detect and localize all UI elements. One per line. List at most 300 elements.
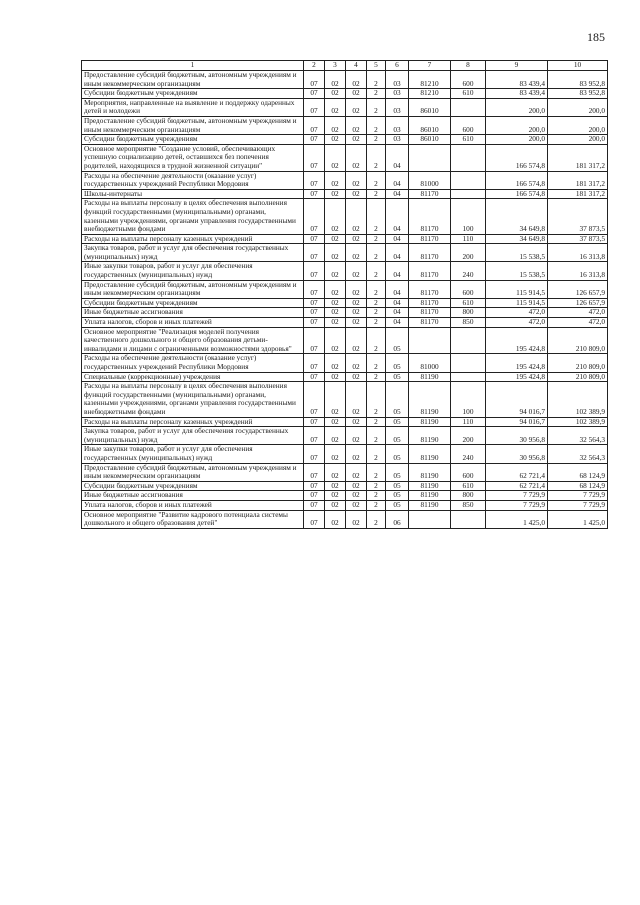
amount-year1-cell: 30 956,8 [486,427,548,445]
section-code-cell: 07 [304,199,325,234]
section-code-cell: 07 [304,417,325,427]
row-name-cell: Уплата налогов, сборов и иных платежей [82,318,304,328]
row-name-cell: Расходы на обеспечение деятельности (оказание услуг) государственных учреждений Республики Мордовия [82,354,304,372]
amount-year1-cell: 34 649,8 [486,199,548,234]
event-code-cell: 06 [386,510,409,528]
event-code-cell: 03 [386,98,409,116]
target-article-cell: 81170 [409,280,451,298]
program-code-cell: 02 [346,89,367,99]
table-row [82,89,608,99]
program-code-cell: 02 [346,510,367,528]
event-code-cell: 04 [386,144,409,171]
expense-type-cell: 800 [451,308,486,318]
amount-year2-cell: 126 657,9 [548,280,608,298]
row-name-cell: Предоставление субсидий бюджетным, автономным учреждениям и иным некоммерческим организациям [82,463,304,481]
row-name-cell: Предоставление субсидий бюджетным, автономным учреждениям и иным некоммерческим организациям [82,280,304,298]
row-name-cell: Основное мероприятие "Развитие кадрового потенциала системы дошкольного и общего образования детей" [82,510,304,528]
row-name-cell: Предоставление субсидий бюджетным, автономным учреждениям и иным некоммерческим организациям [82,116,304,134]
target-article-cell: 81210 [409,89,451,99]
target-article-cell: 81190 [409,463,451,481]
amount-year2-cell: 181 317,2 [548,144,608,171]
subprogram-code-cell: 2 [367,417,386,427]
subsection-code-cell: 02 [325,71,346,89]
event-code-cell: 05 [386,327,409,354]
subprogram-code-cell: 2 [367,372,386,382]
program-code-cell: 02 [346,463,367,481]
expense-type-cell: 800 [451,491,486,501]
header-cell: 10 [548,61,608,71]
section-code-cell: 07 [304,318,325,328]
amount-year2-cell: 83 952,8 [548,71,608,89]
event-code-cell: 04 [386,244,409,262]
event-code-cell: 04 [386,199,409,234]
row-name-cell: Иные бюджетные ассигнования [82,491,304,501]
header-cell: 2 [304,61,325,71]
subsection-code-cell: 02 [325,199,346,234]
section-code-cell: 07 [304,491,325,501]
section-code-cell: 07 [304,327,325,354]
amount-year1-cell: 200,0 [486,116,548,134]
section-code-cell: 07 [304,171,325,189]
header-cell: 8 [451,61,486,71]
table-row [82,491,608,501]
table-row [82,327,608,354]
event-code-cell: 04 [386,318,409,328]
table-row [82,244,608,262]
section-code-cell: 07 [304,116,325,134]
page-number: 185 [587,30,605,44]
amount-year2-cell: 68 124,9 [548,463,608,481]
amount-year1-cell: 166 574,8 [486,144,548,171]
event-code-cell: 05 [386,417,409,427]
program-code-cell: 02 [346,372,367,382]
section-code-cell: 07 [304,298,325,308]
subsection-code-cell: 02 [325,510,346,528]
amount-year1-cell: 94 016,7 [486,382,548,417]
event-code-cell: 05 [386,382,409,417]
amount-year2-cell: 126 657,9 [548,298,608,308]
event-code-cell: 05 [386,445,409,463]
subsection-code-cell: 02 [325,135,346,145]
row-name-cell: Субсидии бюджетным учреждениям [82,298,304,308]
amount-year1-cell: 7 729,9 [486,491,548,501]
event-code-cell: 04 [386,171,409,189]
event-code-cell: 05 [386,372,409,382]
row-name-cell: Субсидии бюджетным учреждениям [82,135,304,145]
event-code-cell: 04 [386,262,409,280]
target-article-cell: 81170 [409,298,451,308]
subsection-code-cell: 02 [325,244,346,262]
section-code-cell: 07 [304,463,325,481]
header-cell: 6 [386,61,409,71]
expense-type-cell: 200 [451,244,486,262]
row-name-cell: Основное мероприятие "Создание условий, обеспечивающих успешную социализацию детей, оставшихся без попечения родителей, находящихся в трудной жизненной ситуации" [82,144,304,171]
row-name-cell: Закупка товаров, работ и услуг для обеспечения государственных (муниципальных) нужд [82,427,304,445]
event-code-cell: 04 [386,308,409,318]
amount-year1-cell: 62 721,4 [486,481,548,491]
subsection-code-cell: 02 [325,262,346,280]
subprogram-code-cell: 2 [367,189,386,199]
expense-type-cell [451,189,486,199]
subprogram-code-cell: 2 [367,171,386,189]
expense-type-cell [451,510,486,528]
row-name-cell: Расходы на выплаты персоналу казенных учреждений [82,417,304,427]
table-row [82,354,608,372]
subprogram-code-cell: 2 [367,234,386,244]
program-code-cell: 02 [346,144,367,171]
row-name-cell: Расходы на выплаты персоналу в целях обеспечения выполнения функций государственными (муниципальными) органами, казенными учреждениями, органами управления государственными внебюджетными фондами [82,382,304,417]
subprogram-code-cell: 2 [367,308,386,318]
amount-year2-cell: 1 425,0 [548,510,608,528]
row-name-cell: Основное мероприятие "Реализация моделей получения качественного дошкольного и общего образования детьми-инвалидами и лицами с ограниченными возможностями здоровья" [82,327,304,354]
event-code-cell: 05 [386,354,409,372]
header-cell: 9 [486,61,548,71]
table-row [82,135,608,145]
table-row [82,500,608,510]
program-code-cell: 02 [346,417,367,427]
amount-year2-cell: 68 124,9 [548,481,608,491]
target-article-cell: 86010 [409,135,451,145]
subprogram-code-cell: 2 [367,244,386,262]
subprogram-code-cell: 2 [367,481,386,491]
amount-year1-cell: 83 439,4 [486,89,548,99]
subsection-code-cell: 02 [325,280,346,298]
row-name-cell: Расходы на выплаты персоналу в целях обеспечения выполнения функций государственными (муниципальными) органами, казенными учреждениями, органами управления государственными внебюджетными фондами [82,199,304,234]
amount-year2-cell: 181 317,2 [548,171,608,189]
amount-year2-cell: 210 809,0 [548,372,608,382]
row-name-cell: Уплата налогов, сборов и иных платежей [82,500,304,510]
amount-year2-cell: 210 809,0 [548,327,608,354]
amount-year1-cell: 200,0 [486,98,548,116]
program-code-cell: 02 [346,491,367,501]
section-code-cell: 07 [304,481,325,491]
expense-type-cell: 100 [451,382,486,417]
subsection-code-cell: 02 [325,445,346,463]
program-code-cell: 02 [346,98,367,116]
expense-type-cell: 240 [451,445,486,463]
expense-type-cell [451,98,486,116]
expense-type-cell [451,171,486,189]
row-name-cell: Иные закупки товаров, работ и услуг для обеспечения государственных (муниципальных) нужд [82,445,304,463]
subprogram-code-cell: 2 [367,354,386,372]
target-article-cell: 81170 [409,234,451,244]
program-code-cell: 02 [346,116,367,134]
expense-type-cell: 850 [451,318,486,328]
amount-year1-cell: 34 649,8 [486,234,548,244]
program-code-cell: 02 [346,262,367,280]
table-header [82,61,608,71]
amount-year2-cell: 16 313,8 [548,244,608,262]
section-code-cell: 07 [304,135,325,145]
amount-year2-cell: 83 952,8 [548,89,608,99]
amount-year2-cell: 32 564,3 [548,427,608,445]
expense-type-cell: 850 [451,500,486,510]
expense-type-cell [451,327,486,354]
event-code-cell: 05 [386,463,409,481]
program-code-cell: 02 [346,445,367,463]
subsection-code-cell: 02 [325,298,346,308]
subprogram-code-cell: 2 [367,445,386,463]
table-row [82,463,608,481]
section-code-cell: 07 [304,510,325,528]
expense-type-cell: 200 [451,427,486,445]
amount-year1-cell: 62 721,4 [486,463,548,481]
program-code-cell: 02 [346,171,367,189]
amount-year2-cell: 7 729,9 [548,500,608,510]
subprogram-code-cell: 2 [367,116,386,134]
program-code-cell: 02 [346,199,367,234]
target-article-cell: 81170 [409,318,451,328]
amount-year1-cell: 15 538,5 [486,244,548,262]
subprogram-code-cell: 2 [367,280,386,298]
subsection-code-cell: 02 [325,171,346,189]
expense-type-cell: 600 [451,280,486,298]
table-row [82,427,608,445]
target-article-cell: 81170 [409,189,451,199]
amount-year2-cell: 210 809,0 [548,354,608,372]
row-name-cell: Закупка товаров, работ и услуг для обеспечения государственных (муниципальных) нужд [82,244,304,262]
target-article-cell: 81000 [409,171,451,189]
table-row [82,318,608,328]
section-code-cell: 07 [304,89,325,99]
amount-year2-cell: 200,0 [548,116,608,134]
section-code-cell: 07 [304,372,325,382]
amount-year2-cell: 200,0 [548,98,608,116]
target-article-cell: 81210 [409,71,451,89]
table-row [82,144,608,171]
program-code-cell: 02 [346,298,367,308]
subsection-code-cell: 02 [325,417,346,427]
section-code-cell: 07 [304,98,325,116]
section-code-cell: 07 [304,308,325,318]
amount-year1-cell: 7 729,9 [486,500,548,510]
event-code-cell: 03 [386,135,409,145]
expense-type-cell: 600 [451,71,486,89]
expense-type-cell: 600 [451,116,486,134]
subsection-code-cell: 02 [325,382,346,417]
amount-year2-cell: 102 389,9 [548,417,608,427]
target-article-cell: 81190 [409,417,451,427]
subsection-code-cell: 02 [325,481,346,491]
header-cell: 1 [82,61,304,71]
amount-year2-cell: 7 729,9 [548,491,608,501]
target-article-cell [409,144,451,171]
amount-year1-cell: 83 439,4 [486,71,548,89]
event-code-cell: 05 [386,500,409,510]
table-row [82,280,608,298]
target-article-cell: 81190 [409,481,451,491]
amount-year2-cell: 200,0 [548,135,608,145]
subprogram-code-cell: 2 [367,510,386,528]
amount-year1-cell: 115 914,5 [486,280,548,298]
event-code-cell: 05 [386,491,409,501]
event-code-cell: 03 [386,89,409,99]
subsection-code-cell: 02 [325,354,346,372]
target-article-cell: 81190 [409,500,451,510]
expense-type-cell: 240 [451,262,486,280]
amount-year1-cell: 166 574,8 [486,171,548,189]
program-code-cell: 02 [346,244,367,262]
event-code-cell: 04 [386,280,409,298]
row-name-cell: Школы-интернаты [82,189,304,199]
subsection-code-cell: 02 [325,327,346,354]
expense-type-cell: 110 [451,417,486,427]
program-code-cell: 02 [346,354,367,372]
subsection-code-cell: 02 [325,427,346,445]
amount-year1-cell: 195 424,8 [486,354,548,372]
section-code-cell: 07 [304,500,325,510]
program-code-cell: 02 [346,318,367,328]
program-code-cell: 02 [346,234,367,244]
header-row [82,61,608,71]
table-row [82,510,608,528]
event-code-cell: 05 [386,481,409,491]
row-name-cell: Мероприятия, направленные на выявление и поддержку одаренных детей и молодежи [82,98,304,116]
subprogram-code-cell: 2 [367,463,386,481]
subprogram-code-cell: 2 [367,144,386,171]
section-code-cell: 07 [304,445,325,463]
expense-type-cell: 610 [451,481,486,491]
expense-type-cell: 600 [451,463,486,481]
row-name-cell: Расходы на обеспечение деятельности (оказание услуг) государственных учреждений Республики Мордовия [82,171,304,189]
subprogram-code-cell: 2 [367,500,386,510]
section-code-cell: 07 [304,189,325,199]
program-code-cell: 02 [346,280,367,298]
target-article-cell: 86010 [409,98,451,116]
subprogram-code-cell: 2 [367,382,386,417]
program-code-cell: 02 [346,135,367,145]
subprogram-code-cell: 2 [367,491,386,501]
subprogram-code-cell: 2 [367,318,386,328]
target-article-cell: 81170 [409,308,451,318]
amount-year2-cell: 32 564,3 [548,445,608,463]
amount-year1-cell: 1 425,0 [486,510,548,528]
table-row [82,445,608,463]
amount-year1-cell: 195 424,8 [486,327,548,354]
target-article-cell: 81000 [409,354,451,372]
subsection-code-cell: 02 [325,144,346,171]
amount-year1-cell: 115 914,5 [486,298,548,308]
row-name-cell: Расходы на выплаты персоналу казенных учреждений [82,234,304,244]
section-code-cell: 07 [304,427,325,445]
section-code-cell: 07 [304,354,325,372]
program-code-cell: 02 [346,382,367,417]
amount-year1-cell: 166 574,8 [486,189,548,199]
amount-year2-cell: 102 389,9 [548,382,608,417]
subsection-code-cell: 02 [325,308,346,318]
table-row [82,116,608,134]
expense-type-cell [451,372,486,382]
subprogram-code-cell: 2 [367,262,386,280]
subsection-code-cell: 02 [325,491,346,501]
section-code-cell: 07 [304,244,325,262]
event-code-cell: 04 [386,298,409,308]
table-row [82,171,608,189]
amount-year1-cell: 195 424,8 [486,372,548,382]
subprogram-code-cell: 2 [367,427,386,445]
target-article-cell [409,327,451,354]
row-name-cell: Иные закупки товаров, работ и услуг для обеспечения государственных (муниципальных) нужд [82,262,304,280]
expense-type-cell [451,354,486,372]
program-code-cell: 02 [346,71,367,89]
target-article-cell [409,510,451,528]
event-code-cell: 04 [386,189,409,199]
subprogram-code-cell: 2 [367,89,386,99]
amount-year1-cell: 472,0 [486,308,548,318]
target-article-cell: 86010 [409,116,451,134]
row-name-cell: Субсидии бюджетным учреждениям [82,481,304,491]
header-cell: 4 [346,61,367,71]
program-code-cell: 02 [346,327,367,354]
expense-type-cell: 100 [451,199,486,234]
amount-year1-cell: 94 016,7 [486,417,548,427]
row-name-cell: Предоставление субсидий бюджетным, автономным учреждениям и иным некоммерческим организациям [82,71,304,89]
expense-type-cell [451,144,486,171]
event-code-cell: 03 [386,71,409,89]
section-code-cell: 07 [304,71,325,89]
target-article-cell: 81190 [409,382,451,417]
section-code-cell: 07 [304,382,325,417]
amount-year2-cell: 37 873,5 [548,199,608,234]
section-code-cell: 07 [304,280,325,298]
amount-year2-cell: 181 317,2 [548,189,608,199]
header-cell: 5 [367,61,386,71]
subprogram-code-cell: 2 [367,327,386,354]
target-article-cell: 81190 [409,427,451,445]
amount-year2-cell: 472,0 [548,318,608,328]
section-code-cell: 07 [304,144,325,171]
table-row [82,71,608,89]
table-row [82,98,608,116]
header-cell: 3 [325,61,346,71]
subsection-code-cell: 02 [325,89,346,99]
subprogram-code-cell: 2 [367,98,386,116]
amount-year2-cell: 37 873,5 [548,234,608,244]
subsection-code-cell: 02 [325,318,346,328]
table-body [82,71,608,529]
program-code-cell: 02 [346,308,367,318]
subsection-code-cell: 02 [325,234,346,244]
program-code-cell: 02 [346,500,367,510]
event-code-cell: 05 [386,427,409,445]
subprogram-code-cell: 2 [367,71,386,89]
target-article-cell: 81170 [409,262,451,280]
subsection-code-cell: 02 [325,500,346,510]
target-article-cell: 81170 [409,199,451,234]
expense-type-cell: 610 [451,298,486,308]
program-code-cell: 02 [346,427,367,445]
expense-type-cell: 610 [451,135,486,145]
subsection-code-cell: 02 [325,372,346,382]
table-row [82,262,608,280]
subsection-code-cell: 02 [325,463,346,481]
expense-type-cell: 110 [451,234,486,244]
target-article-cell: 81170 [409,244,451,262]
event-code-cell: 03 [386,116,409,134]
header-cell: 7 [409,61,451,71]
budget-table [81,60,608,529]
subsection-code-cell: 02 [325,189,346,199]
row-name-cell: Специальные (коррекционные) учреждения [82,372,304,382]
amount-year2-cell: 16 313,8 [548,262,608,280]
table-row [82,382,608,417]
expense-type-cell: 610 [451,89,486,99]
program-code-cell: 02 [346,189,367,199]
target-article-cell: 81190 [409,491,451,501]
amount-year1-cell: 30 956,8 [486,445,548,463]
target-article-cell: 81190 [409,445,451,463]
subprogram-code-cell: 2 [367,298,386,308]
